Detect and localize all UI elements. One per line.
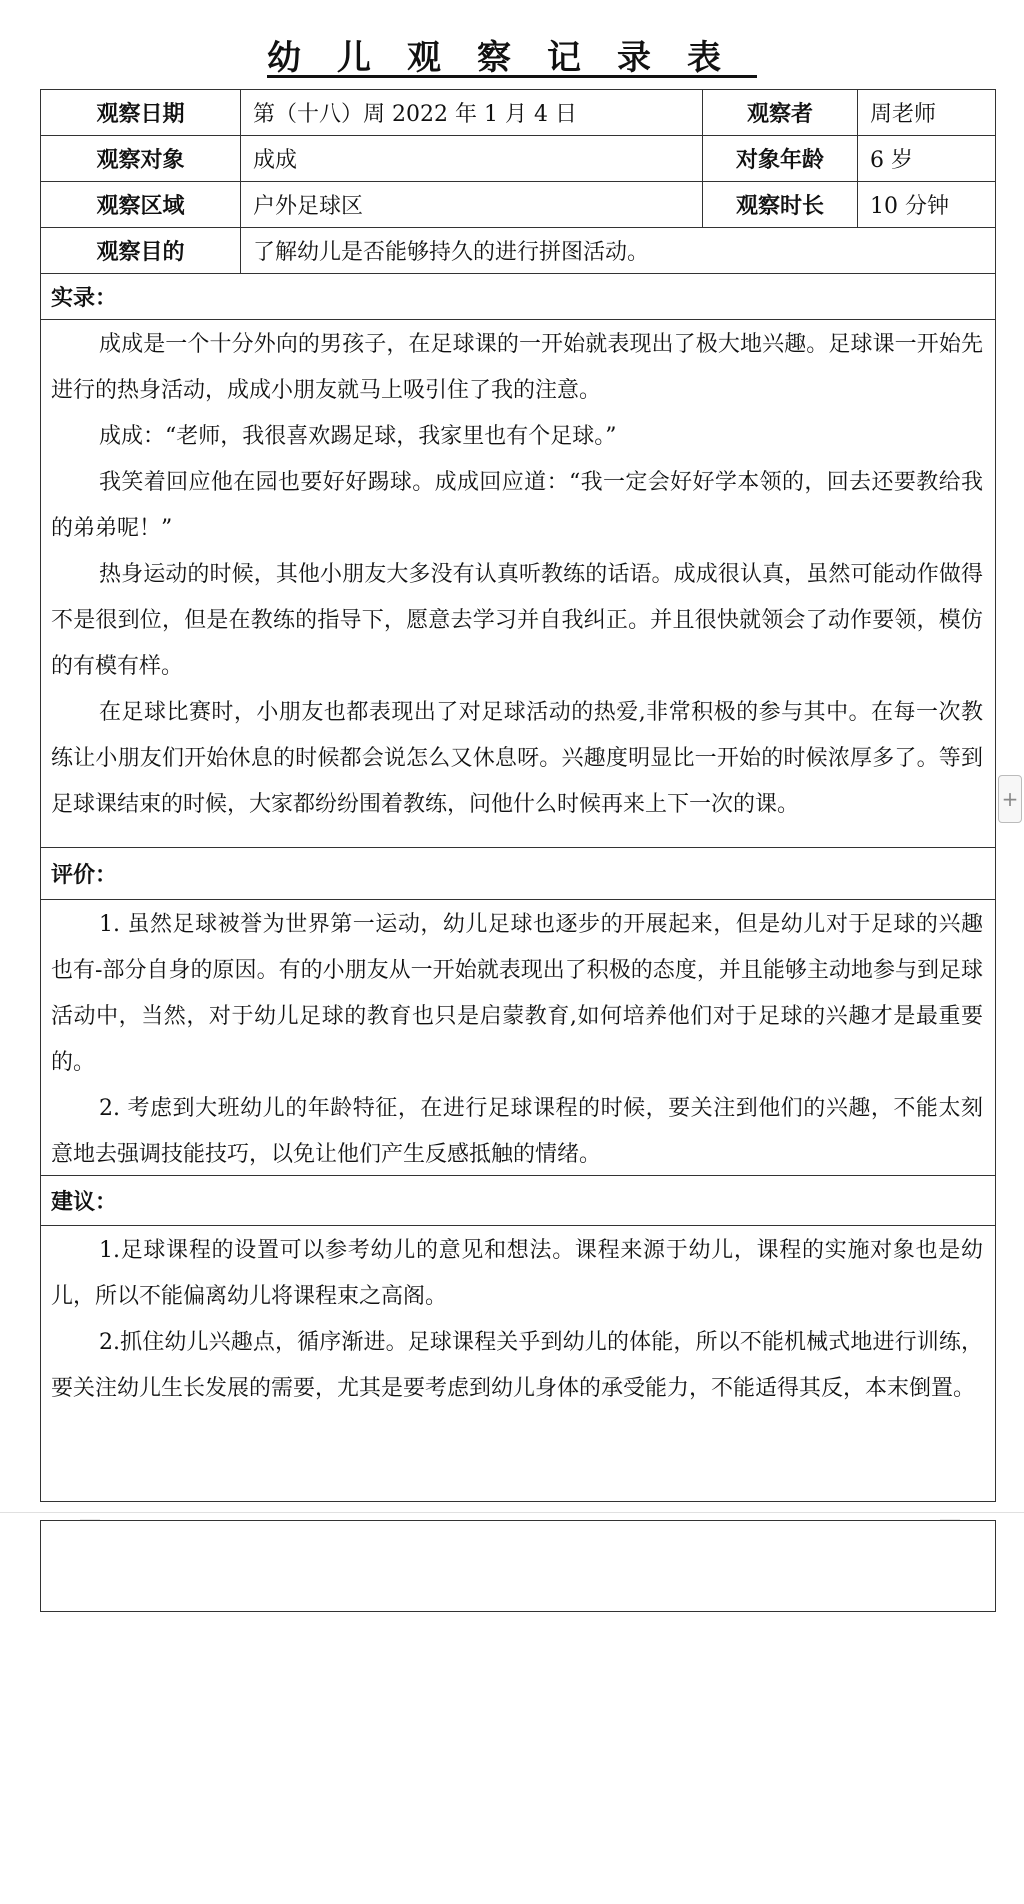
row-subject [41,136,995,182]
purpose-label: 观察目的 [41,228,241,273]
page-title: 幼儿观察记录表 [267,38,757,78]
suggestion-paragraph: 1.足球课程的设置可以参考幼儿的意见和想法。课程来源于幼儿，课程的实施对象也是幼儿，所以不能偏离幼儿将课程束之高阁。 [51,1238,983,1309]
add-row-button[interactable] [998,775,1022,823]
age-value[interactable]: 6 岁 [870,148,913,173]
date-label: 观察日期 [41,90,241,135]
purpose-value[interactable]: 了解幼儿是否能够持久的进行拼图活动。 [253,240,650,265]
record-paragraph: 成成：“老师，我很喜欢踢足球，我家里也有个足球。” [99,424,617,449]
observation-table [40,89,996,1502]
record-paragraph: 热身运动的时候，其他小朋友大多没有认真听教练的话语。成成很认真，虽然可能动作做得不是很到位，但是在教练的指导下，愿意去学习并自我纠正。并且很快就领会了动作要领，模仿的有模有样。 [51,562,983,679]
row-purpose [41,228,995,274]
evaluation-paragraph: 2. 考虑到大班幼儿的年龄特征，在进行足球课程的时候，要关注到他们的兴趣，不能太刻意地去强调技能技巧，以免让他们产生反感抵触的情绪。 [51,1096,983,1167]
evaluation-heading: 评价： [41,848,995,900]
page-break-line [0,1512,1024,1513]
record-body[interactable] [41,322,995,848]
record-paragraph: 成成是一个十分外向的男孩子，在足球课的一开始就表现出了极大地兴趣。足球课一开始先进行的热身活动，成成小朋友就马上吸引住了我的注意。 [51,332,983,403]
suggestion-heading: 建议： [41,1176,995,1226]
record-paragraph: 我笑着回应他在园也要好好踢球。成成回应道：“我一定会好好学本领的，回去还要教给我的弟弟呢！” [51,470,984,541]
empty-table-continued[interactable] [40,1520,996,1612]
subject-label: 观察对象 [41,136,241,181]
record-heading: 实录： [41,274,995,320]
duration-label: 观察时长 [703,182,858,227]
suggestion-paragraph: 2.抓住幼儿兴趣点，循序渐进。足球课程关乎到幼儿的体能，所以不能机械式地进行训练，要关注幼儿生长发展的需要，尤其是要考虑到幼儿身体的承受能力，不能适得其反，本末倒置。 [51,1330,983,1401]
age-label: 对象年龄 [703,136,858,181]
row-date [41,90,995,136]
observer-value[interactable]: 周老师 [870,102,937,127]
area-label: 观察区域 [41,182,241,227]
subject-value[interactable]: 成成 [241,136,703,181]
duration-value[interactable]: 10 分钟 [870,194,949,219]
observer-label: 观察者 [703,90,858,135]
area-value[interactable]: 户外足球区 [241,182,703,227]
plus-icon: + [1001,787,1019,811]
evaluation-body[interactable] [41,902,995,1176]
evaluation-paragraph: 1. 虽然足球被誉为世界第一运动，幼儿足球也逐步的开展起来，但是幼儿对于足球的兴趣也有-部分自身的原因。有的小朋友从一开始就表现出了积极的态度，并且能够主动地参与到足球活动中，当然，对于幼儿足球的教育也只是启蒙教育,如何培养他们对于足球的兴趣才是最重要的。 [51,912,983,1075]
suggestion-body[interactable] [41,1228,995,1498]
row-area [41,182,995,228]
record-paragraph: 在足球比赛时，小朋友也都表现出了对足球活动的热爱,非常积极的参与其中。在每一次教练让小朋友们开始休息的时候都会说怎么又休息呀。兴趣度明显比一开始的时候浓厚多了。等到足球课结束的时候，大家都纷纷围着教练，问他什么时候再来上下一次的课。 [51,700,983,817]
date-value[interactable]: 第（十八）周 2022 年 1 月 4 日 [241,90,703,135]
